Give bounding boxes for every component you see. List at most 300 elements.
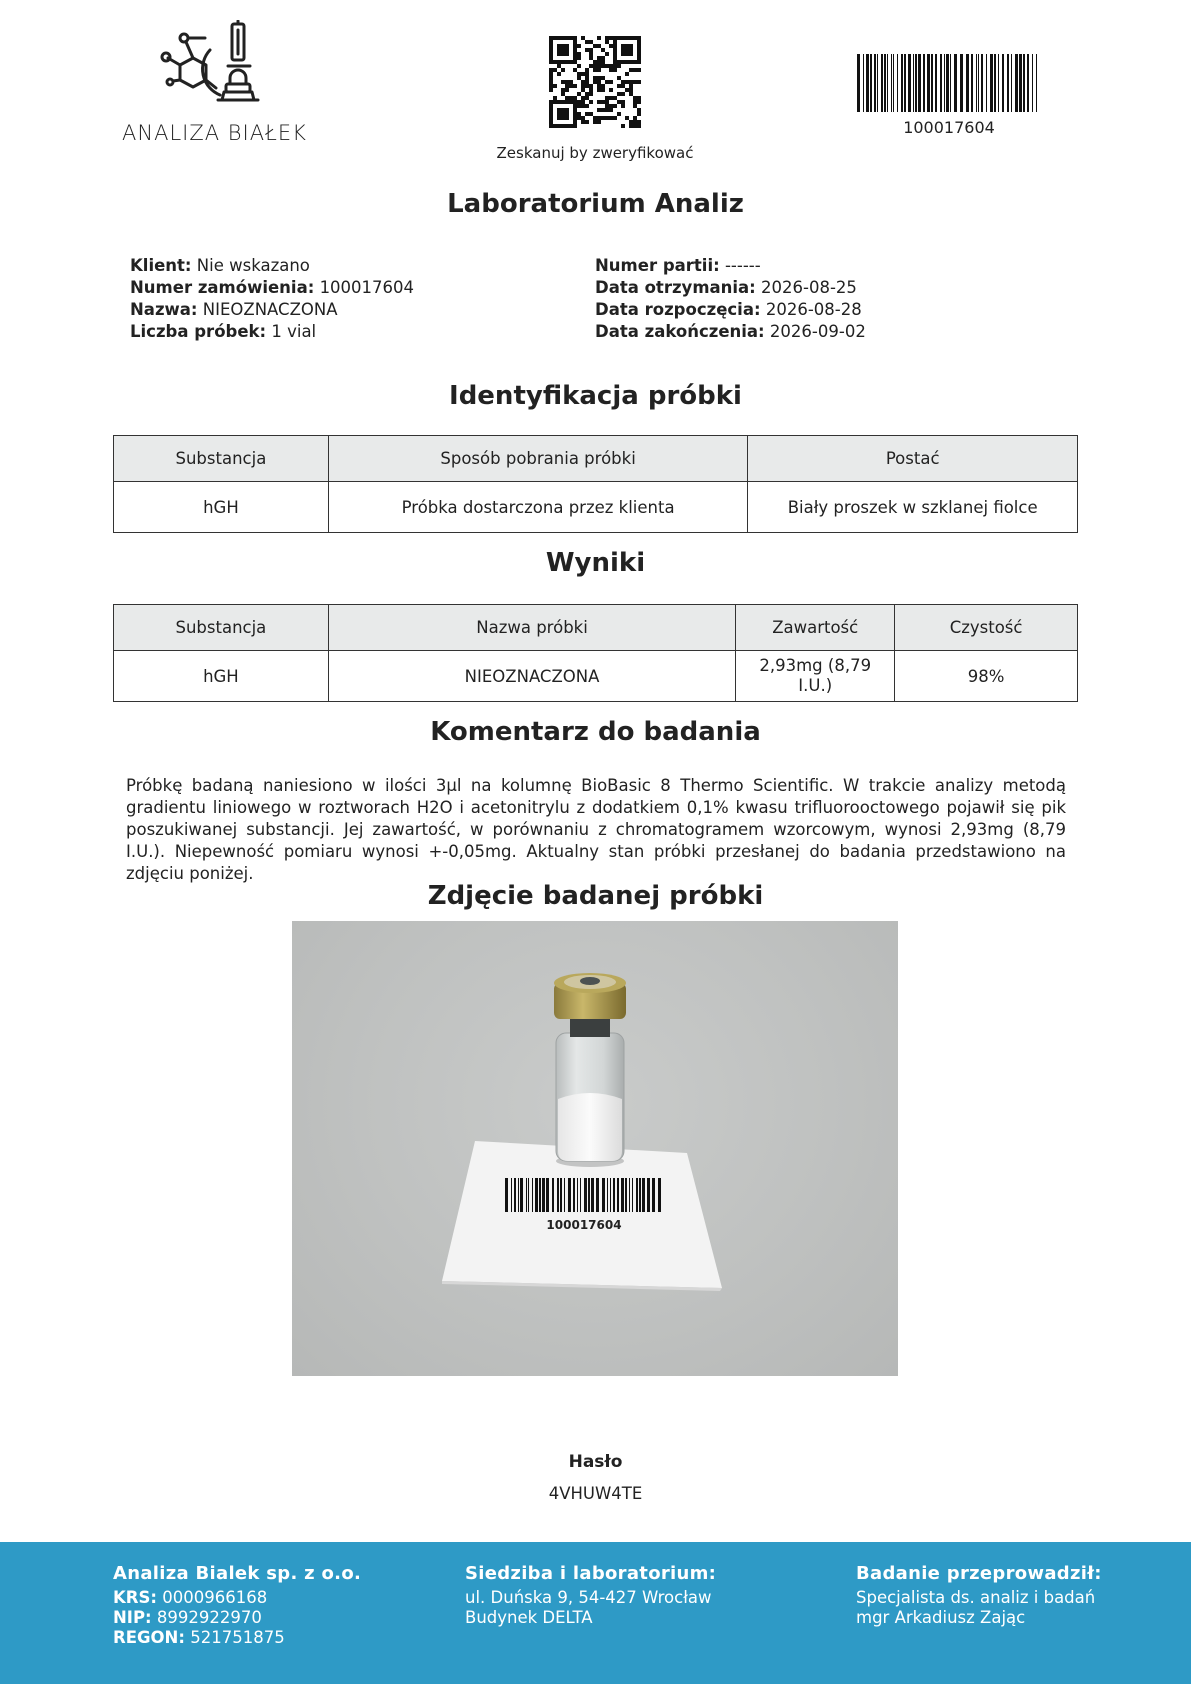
barcode-bar [564, 1178, 565, 1212]
qr-module [549, 72, 553, 76]
header-barcode [856, 54, 1042, 137]
qr-module [609, 68, 613, 72]
qr-module [625, 88, 629, 92]
qr-module [637, 56, 641, 60]
qr-module [617, 64, 621, 68]
qr-module [637, 44, 641, 48]
barcode-bar [520, 1178, 523, 1212]
qr-module [585, 96, 589, 100]
qr-module [557, 52, 561, 56]
barcode-bar [632, 1178, 633, 1212]
qr-module [609, 104, 613, 108]
qr-module [605, 116, 609, 120]
qr-module [593, 64, 597, 68]
barcode-bar [552, 1178, 554, 1212]
barcode-bar [990, 54, 993, 112]
qr-module [633, 124, 637, 128]
info-left [130, 255, 414, 343]
qr-module [613, 52, 617, 56]
qr-module [625, 80, 629, 84]
page-title: Laboratorium Analiz [447, 189, 744, 219]
qr-module [577, 44, 581, 48]
barcode-bar [1027, 54, 1029, 112]
barcode-bar [642, 1178, 645, 1212]
molecule-microscope-icon [160, 20, 270, 115]
qr-module [633, 116, 637, 120]
qr-module [637, 48, 641, 52]
qr-module [621, 92, 625, 96]
qr-module [633, 100, 637, 104]
barcode-bar [891, 54, 892, 112]
info-row-name: Nazwa: NIEOZNACZONA [130, 300, 338, 319]
barcode-bar [639, 1178, 641, 1212]
qr-module [637, 68, 641, 72]
qr-module [549, 116, 553, 120]
qr-module [625, 48, 629, 52]
table-cell: 2,93mg (8,79 I.U.) [736, 651, 895, 702]
qr-caption: Zeskanuj by zweryfikować [496, 144, 694, 162]
barcode-bar [647, 1178, 650, 1212]
table-cell: Biały proszek w szklanej fiolce [748, 482, 1078, 533]
qr-code[interactable] [545, 36, 645, 132]
qr-module [581, 100, 585, 104]
table-cell: hGH [114, 651, 329, 702]
qr-module [621, 80, 625, 84]
qr-module [597, 88, 601, 92]
qr-module [549, 52, 553, 56]
table-header-cell: Czystość [895, 605, 1078, 651]
qr-module [577, 56, 581, 60]
barcode-bar [884, 54, 886, 112]
qr-module [585, 120, 589, 124]
qr-module [605, 52, 609, 56]
qr-module [573, 52, 577, 56]
qr-module [637, 112, 641, 116]
qr-module [577, 52, 581, 56]
qr-module [549, 108, 553, 112]
table-header-cell: Substancja [114, 436, 329, 482]
qr-module [601, 64, 605, 68]
barcode-bar [981, 54, 983, 112]
barcode-bar [940, 54, 942, 112]
qr-module [597, 76, 601, 80]
barcode-bar [1019, 54, 1022, 112]
barcode-bar [568, 1178, 571, 1212]
barcode-bar [976, 54, 977, 112]
barcode-bar [577, 1178, 578, 1212]
barcode-bar [1023, 54, 1025, 112]
qr-module [549, 36, 553, 40]
barcode-bar [881, 54, 883, 112]
qr-module [613, 104, 617, 108]
barcode-bar [546, 1178, 549, 1212]
qr-module [633, 60, 637, 64]
logo-text: ANALIZA BIAŁEK [122, 121, 307, 145]
qr-module [577, 112, 581, 116]
qr-module [633, 80, 637, 84]
qr-module [549, 80, 553, 84]
qr-module [609, 108, 613, 112]
table-header-cell: Sposób pobrania próbki [328, 436, 748, 482]
table-cell: Próbka dostarczona przez klienta [328, 482, 748, 533]
qr-module [573, 116, 577, 120]
qr-module [633, 68, 637, 72]
barcode-bar [946, 54, 949, 112]
info-row-started: Data rozpoczęcia: 2026-08-28 [595, 300, 862, 319]
barcode-bar [966, 54, 969, 112]
qr-module [597, 56, 601, 60]
qr-module [613, 68, 617, 72]
barcode-bar [560, 1178, 562, 1212]
qr-module [569, 60, 573, 64]
qr-module [565, 36, 569, 40]
qr-module [557, 116, 561, 120]
qr-module [597, 68, 601, 72]
table-header-cell: Nazwa próbki [328, 605, 736, 651]
qr-module [605, 108, 609, 112]
qr-module [585, 68, 589, 72]
qr-module [597, 36, 601, 40]
qr-module [565, 100, 569, 104]
qr-module [629, 84, 633, 88]
qr-module [617, 60, 621, 64]
barcode-bar [960, 54, 963, 112]
qr-module [565, 112, 569, 116]
qr-module [617, 100, 621, 104]
barcode-bar [518, 1178, 519, 1212]
info-row-received: Data otrzymania: 2026-08-25 [595, 278, 857, 297]
qr-module [597, 80, 601, 84]
barcode-bar [573, 1178, 575, 1212]
qr-module [573, 84, 577, 88]
qr-module [585, 112, 589, 116]
barcode-bar [1011, 54, 1012, 112]
footer-examiner [856, 1564, 1102, 1628]
qr-module [565, 84, 569, 88]
qr-module [549, 88, 553, 92]
qr-module [589, 100, 593, 104]
qr-module [613, 60, 617, 64]
qr-module [585, 72, 589, 76]
qr-module [557, 100, 561, 104]
qr-module [565, 116, 569, 120]
qr-module [561, 48, 565, 52]
qr-module [561, 88, 565, 92]
barcode-bar [901, 54, 903, 112]
qr-module [629, 88, 633, 92]
qr-module [581, 72, 585, 76]
qr-module [609, 88, 613, 92]
barcode-bar [978, 54, 979, 112]
barcode-bar [1002, 54, 1004, 112]
qr-module [577, 76, 581, 80]
table-cell: NIEOZNACZONA [328, 651, 736, 702]
qr-module [605, 80, 609, 84]
barcode-bar [621, 1178, 624, 1212]
qr-module [561, 36, 565, 40]
qr-module [565, 96, 569, 100]
barcode-bar [613, 1178, 615, 1212]
barcode-bar [584, 1178, 587, 1212]
info-row-client: Klient: Nie wskazano [130, 256, 310, 275]
barcode-bar [505, 1178, 508, 1212]
comment-text: Próbkę badaną naniesiono w ilości 3µl na kolumnę BioBasic 8 Thermo Scientific. W trakcie analizy metodą gradientu liniowego w roztworach H2O i acetonitrylu z dodatkiem 0,1% kwasu trifluorooctowego pojawił się pik poszukiwanej substancji. Jej zawartość, w porównaniu z chromatogramem wzorcowym, wynosi 2,93mg (8,79 I.U.). Niepewność pomiaru wynosi +-0,05mg. Aktualny stan próbki przesłanej do badania przedstawiono na zdjęciu poniżej. [126, 776, 1066, 883]
qr-module [585, 80, 589, 84]
qr-module [573, 60, 577, 64]
qr-module [601, 76, 605, 80]
qr-module [617, 92, 621, 96]
barcode-bar [877, 54, 878, 112]
table-header-row [114, 436, 1078, 482]
qr-module [637, 108, 641, 112]
qr-module [625, 72, 629, 76]
barcode-bar [874, 54, 876, 112]
barcode-bar [1032, 54, 1033, 112]
qr-module [581, 104, 585, 108]
qr-module [637, 36, 641, 40]
qr-module [637, 40, 641, 44]
barcode-bar [994, 54, 996, 112]
barcode-bar [908, 54, 911, 112]
qr-module [593, 76, 597, 80]
table-row [114, 482, 1078, 533]
qr-module [601, 88, 605, 92]
results-heading: Wyniki [545, 548, 646, 578]
qr-module [589, 92, 593, 96]
qr-module [565, 52, 569, 56]
company-nip: NIP: 8992922970 [113, 1608, 262, 1627]
qr-module [573, 36, 577, 40]
qr-module [561, 112, 565, 116]
qr-module [557, 72, 561, 76]
qr-module [561, 100, 565, 104]
qr-module [565, 80, 569, 84]
qr-module [553, 36, 557, 40]
qr-module [553, 96, 557, 100]
qr-module [561, 92, 565, 96]
qr-module [633, 120, 637, 124]
address-line-2: Budynek DELTA [465, 1608, 593, 1627]
barcode-bar [915, 54, 917, 112]
barcode-bar [539, 1178, 541, 1212]
table-header-cell: Zawartość [736, 605, 895, 651]
qr-module [609, 116, 613, 120]
qr-module [633, 96, 637, 100]
qr-module [561, 52, 565, 56]
barcode-bar [954, 54, 957, 112]
company-name: Analiza Bialek sp. z o.o. [113, 1563, 362, 1584]
barcode-bar [625, 1178, 627, 1212]
table-header-cell: Postać [748, 436, 1078, 482]
barcode-bar [998, 54, 999, 112]
qr-module [565, 124, 569, 128]
qr-module [581, 80, 585, 84]
barcode-bar [636, 1178, 638, 1212]
identification-heading: Identyfikacja próbki [449, 381, 742, 411]
qr-module [637, 80, 641, 84]
qr-module [621, 124, 625, 128]
barcode-bar [526, 1178, 527, 1212]
barcode-bar [514, 1178, 516, 1212]
qr-module [573, 56, 577, 60]
qr-module [629, 36, 633, 40]
qr-module [597, 116, 601, 120]
qr-module [593, 80, 597, 84]
footer-address [465, 1564, 716, 1628]
results-table [113, 604, 1078, 702]
barcode-bar [927, 54, 930, 112]
comment-heading: Komentarz do badania [430, 717, 761, 747]
qr-module [617, 36, 621, 40]
table-cell: 98% [895, 651, 1078, 702]
address-heading: Siedziba i laboratorium: [465, 1563, 717, 1584]
identification-table [113, 435, 1078, 533]
qr-module [629, 124, 633, 128]
qr-module [597, 120, 601, 124]
qr-module [589, 48, 593, 52]
qr-module [549, 44, 553, 48]
barcode-bar [923, 54, 925, 112]
barcode-bar [557, 1178, 559, 1212]
examiner-line-1: Specjalista ds. analiz i badań [856, 1588, 1096, 1607]
qr-module [605, 104, 609, 108]
qr-module [609, 64, 613, 68]
barcode-icon [857, 54, 1041, 112]
qr-module [553, 68, 557, 72]
qr-module [553, 84, 557, 88]
qr-module [557, 64, 561, 68]
barcode-bar [935, 54, 937, 112]
sample-photo [292, 921, 898, 1376]
qr-module [605, 96, 609, 100]
barcode-bar [542, 1178, 545, 1212]
barcode-bar [596, 1178, 599, 1212]
qr-module [569, 36, 573, 40]
qr-module [561, 68, 565, 72]
qr-module [549, 124, 553, 128]
qr-module [569, 80, 573, 84]
qr-module [585, 76, 589, 80]
barcode-bar [1036, 54, 1037, 112]
table-header-cell: Substancja [114, 605, 329, 651]
qr-module [581, 84, 585, 88]
qr-module [569, 124, 573, 128]
qr-module [625, 116, 629, 120]
examiner-heading: Badanie przeprowadził: [856, 1563, 1102, 1584]
qr-module [549, 40, 553, 44]
barcode-bar [971, 54, 973, 112]
qr-module [605, 100, 609, 104]
qr-module [593, 68, 597, 72]
qr-module [561, 60, 565, 64]
info-row-finished: Data zakończenia: 2026-09-02 [595, 322, 866, 341]
barcode-bar [629, 1178, 630, 1212]
qr-module [621, 104, 625, 108]
qr-module [589, 56, 593, 60]
qr-module [549, 84, 553, 88]
qr-module [629, 120, 633, 124]
qr-module [585, 104, 589, 108]
qr-module [629, 68, 633, 72]
qr-module [621, 48, 625, 52]
qr-module [557, 36, 561, 40]
qr-module [573, 124, 577, 128]
barcode-bar [580, 1178, 581, 1212]
qr-module [597, 100, 601, 104]
qr-module [557, 60, 561, 64]
barcode-bar [870, 54, 872, 112]
qr-module [633, 104, 637, 108]
qr-module [581, 120, 585, 124]
barcode-bar [532, 1178, 533, 1212]
password-label: Hasło [568, 1452, 623, 1472]
qr-module [573, 112, 577, 116]
qr-module [637, 52, 641, 56]
qr-module [581, 36, 585, 40]
qr-module [605, 36, 609, 40]
qr-module [577, 72, 581, 76]
qr-module [589, 88, 593, 92]
qr-module [549, 112, 553, 116]
qr-module [593, 116, 597, 120]
footer [0, 1542, 1191, 1684]
qr-module [589, 64, 593, 68]
password-value[interactable]: 4VHUW4TE [548, 1484, 643, 1503]
table-header-row [114, 605, 1078, 651]
barcode-bar [931, 54, 933, 112]
qr-module [573, 108, 577, 112]
barcode-bar [857, 54, 860, 112]
qr-module [617, 84, 621, 88]
qr-module [549, 56, 553, 60]
qr-module [637, 120, 641, 124]
qr-module [565, 44, 569, 48]
examiner-line-2: mgr Arkadiusz Zając [856, 1608, 1026, 1627]
qr-module [573, 44, 577, 48]
qr-module [601, 108, 605, 112]
qr-module [581, 88, 585, 92]
qr-module [561, 80, 565, 84]
qr-module [573, 100, 577, 104]
qr-module [609, 36, 613, 40]
qr-module [609, 44, 613, 48]
qr-module [629, 48, 633, 52]
info-row-order: Numer zamówienia: 100017604 [130, 278, 415, 297]
qr-module [601, 48, 605, 52]
qr-module [601, 84, 605, 88]
company-logo [112, 20, 317, 145]
qr-module [593, 60, 597, 64]
qr-module [549, 76, 553, 80]
qr-module [597, 60, 601, 64]
qr-module [629, 92, 633, 96]
qr-module [553, 124, 557, 128]
qr-module [625, 60, 629, 64]
qr-module [621, 36, 625, 40]
qr-module [577, 92, 581, 96]
qr-module [601, 56, 605, 60]
company-krs: KRS: 0000966168 [113, 1588, 268, 1607]
qr-module [597, 64, 601, 68]
barcode-number: 100017604 [903, 118, 995, 137]
qr-module [613, 40, 617, 44]
barcode-bar [658, 1178, 661, 1212]
qr-module [549, 120, 553, 124]
qr-module [557, 44, 561, 48]
barcode-bar [887, 54, 888, 112]
barcode-bar [893, 54, 894, 112]
qr-module [561, 44, 565, 48]
